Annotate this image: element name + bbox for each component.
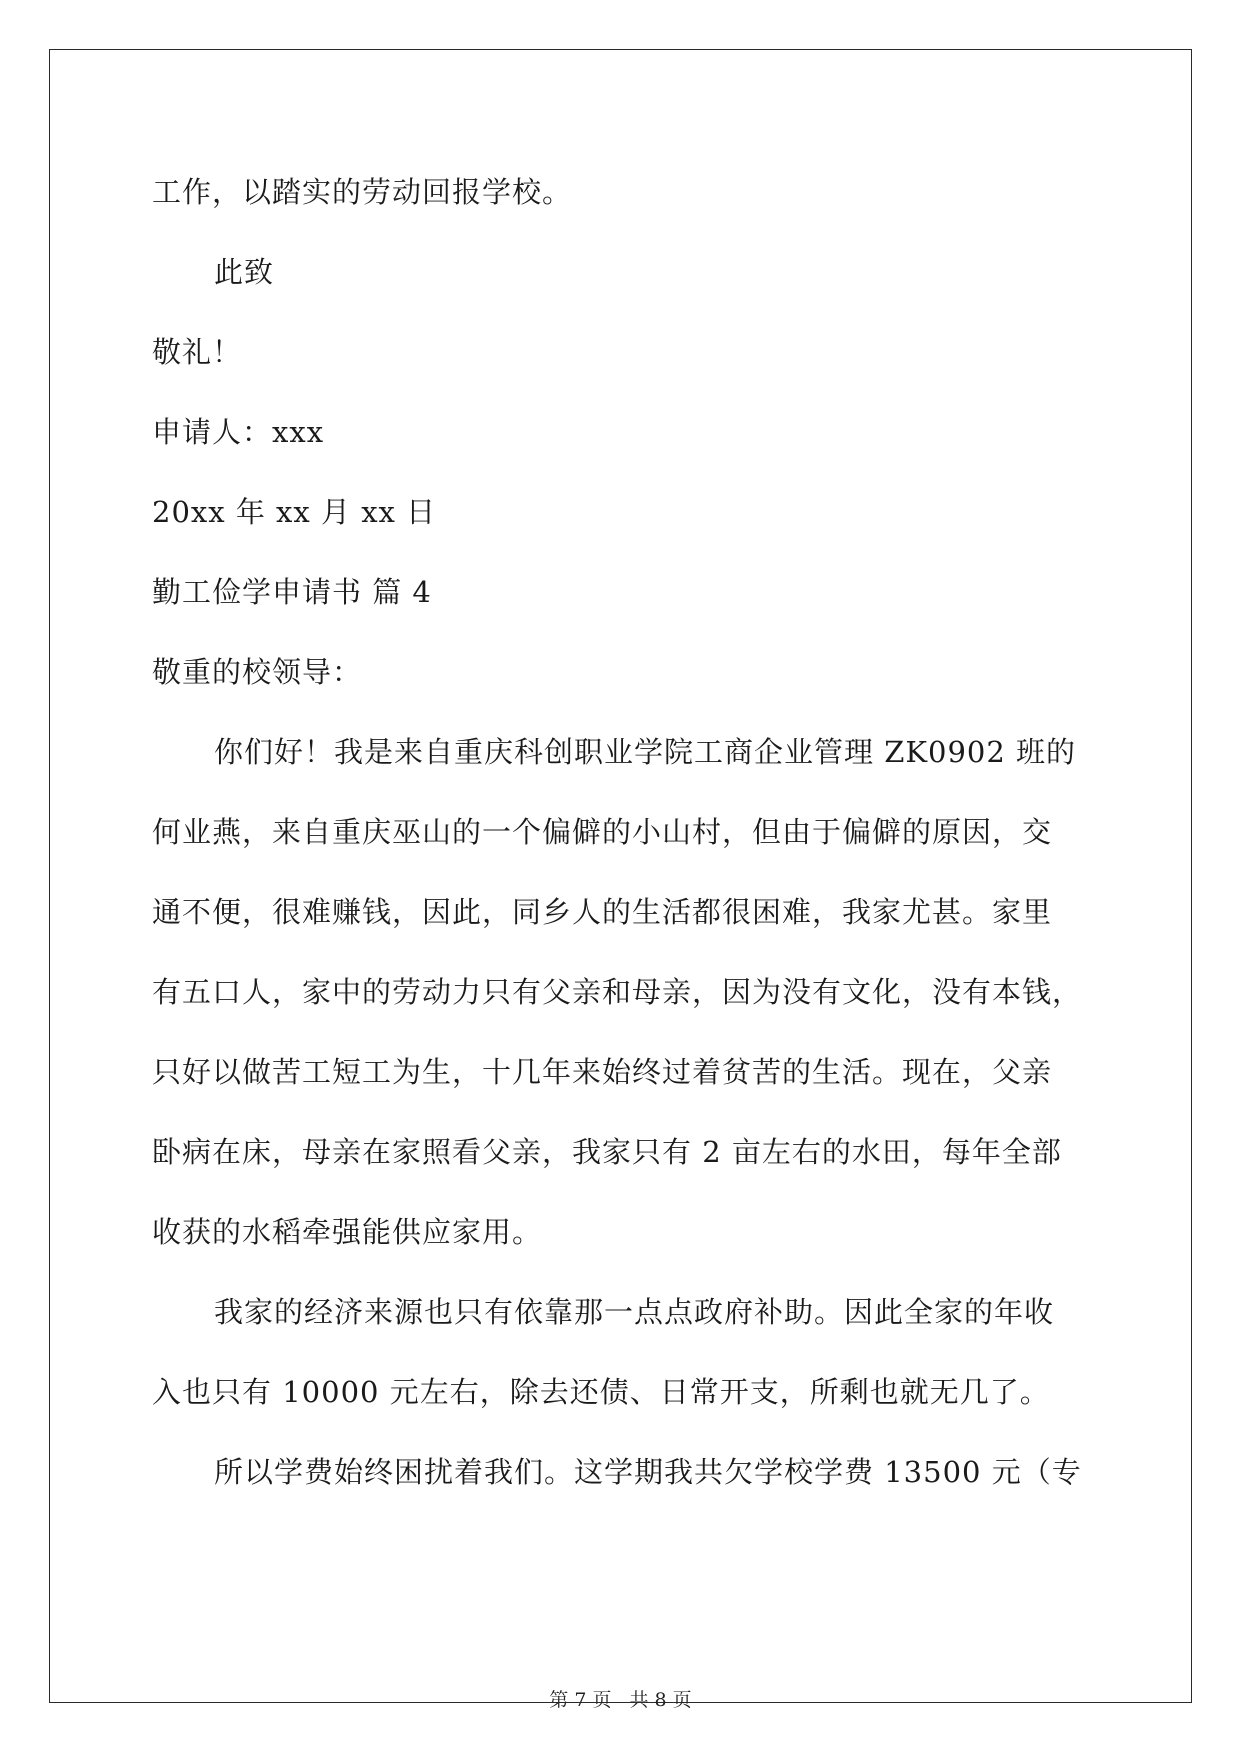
paragraph-line: 只好以做苦工短工为生，十几年来始终过着贫苦的生活。现在，父亲 bbox=[152, 1055, 1053, 1089]
paragraph-line: 通不便，很难赚钱，因此，同乡人的生活都很困难，我家尤甚。家里 bbox=[152, 895, 1053, 929]
paragraph-line: 卧病在床，母亲在家照看父亲，我家只有 2 亩左右的水田，每年全部 bbox=[152, 1135, 1062, 1169]
closing-phrase: 此致 bbox=[214, 255, 275, 289]
total-pages: 共 8 页 bbox=[629, 1689, 692, 1711]
paragraph-line: 入也只有 10000 元左右，除去还债、日常开支，所剩也就无几了。 bbox=[152, 1375, 1050, 1409]
applicant-line: 申请人：xxx bbox=[152, 415, 325, 449]
page-footer bbox=[0, 1685, 1241, 1712]
paragraph-line: 有五口人，家中的劳动力只有父亲和母亲，因为没有文化，没有本钱， bbox=[152, 975, 1083, 1009]
paragraph-line: 何业燕，来自重庆巫山的一个偏僻的小山村，但由于偏僻的原因，交 bbox=[152, 815, 1053, 849]
salutation: 敬礼！ bbox=[152, 335, 243, 369]
paragraph-line: 所以学费始终困扰着我们。这学期我共欠学校学费 13500 元（专 bbox=[214, 1455, 1082, 1489]
paragraph-line: 你们好！我是来自重庆科创职业学院工商企业管理 ZK0902 班的 bbox=[214, 735, 1077, 769]
section-heading: 勤工俭学申请书 篇 4 bbox=[152, 575, 432, 609]
paragraph-line: 我家的经济来源也只有依靠那一点点政府补助。因此全家的年收 bbox=[214, 1295, 1055, 1329]
current-page-number: 第 7 页 bbox=[549, 1689, 612, 1711]
paragraph-line: 收获的水稻牵强能供应家用。 bbox=[152, 1215, 543, 1249]
text-line: 工作，以踏实的劳动回报学校。 bbox=[152, 175, 573, 209]
greeting: 敬重的校领导： bbox=[152, 655, 363, 689]
date-line: 20xx 年 xx 月 xx 日 bbox=[152, 495, 437, 529]
